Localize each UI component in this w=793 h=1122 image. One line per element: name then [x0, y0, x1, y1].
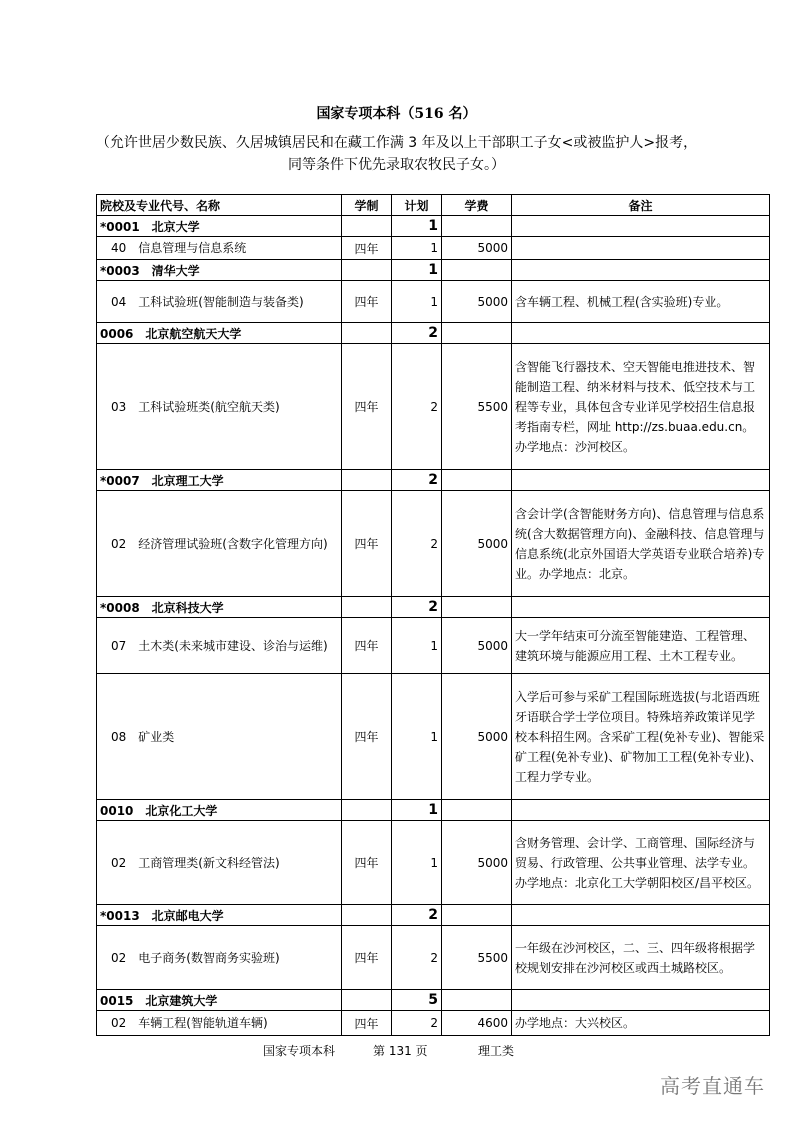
watermark: 高考直通车 — [660, 1074, 765, 1098]
school-row — [97, 470, 770, 491]
header-plan: 计划 — [392, 195, 442, 216]
school-fee-empty — [442, 470, 512, 491]
major-fee: 5000 — [442, 821, 512, 905]
school-plan: 5 — [392, 990, 442, 1011]
major-plan: 1 — [392, 237, 442, 260]
school-plan: 2 — [392, 470, 442, 491]
school-years-empty — [342, 260, 392, 281]
major-years: 四年 — [342, 926, 392, 990]
major-name: 02 车辆工程(智能轨道车辆) — [97, 1011, 342, 1036]
major-fee: 5000 — [442, 237, 512, 260]
enrollment-table — [96, 194, 770, 1036]
school-years-empty — [342, 905, 392, 926]
page-title: 国家专项本科（516 名） — [316, 106, 477, 122]
table-header-row — [97, 195, 770, 216]
school-fee-empty — [442, 260, 512, 281]
school-fee-empty — [442, 323, 512, 344]
school-note-empty — [512, 323, 770, 344]
footer-category: 国家专项本科 — [263, 1044, 336, 1058]
school-name: *0003 清华大学 — [97, 260, 342, 281]
major-name: 03 工科试验班类(航空航天类) — [97, 344, 342, 470]
school-name: *0007 北京理工大学 — [97, 470, 342, 491]
school-row — [97, 216, 770, 237]
header-fee: 学费 — [442, 195, 512, 216]
major-note: 一年级在沙河校区，二、三、四年级将根据学校规划安排在沙河校区或西土城路校区。 — [512, 926, 770, 990]
school-note-empty — [512, 800, 770, 821]
major-note: 办学地点：大兴校区。 — [512, 1011, 770, 1036]
major-years: 四年 — [342, 821, 392, 905]
major-row — [97, 674, 770, 800]
school-note-empty — [512, 990, 770, 1011]
major-fee: 5000 — [442, 491, 512, 597]
major-years: 四年 — [342, 491, 392, 597]
school-years-empty — [342, 216, 392, 237]
major-row — [97, 926, 770, 990]
school-row — [97, 260, 770, 281]
school-row — [97, 800, 770, 821]
table-body — [97, 216, 770, 1036]
footer-subject: 理工类 — [478, 1044, 515, 1058]
major-note: 入学后可参与采矿工程国际班选拔(与北语西班牙语联合学士学位项目。特殊培养政策详见学校本科招生网。含采矿工程(免补专业)、智能采矿工程(免补专业)、矿物加工工程(免补专业)、工程力学专业。 — [512, 674, 770, 800]
major-row — [97, 618, 770, 674]
major-plan: 1 — [392, 281, 442, 323]
subtitle-line-1: （允许世居少数民族、久居城镇居民和在藏工作满 3 年及以上干部职工子女<或被监护人>报考， — [95, 135, 698, 151]
major-plan: 2 — [392, 1011, 442, 1036]
subtitle-line-2: 同等条件下优先录取农牧民子女。） — [288, 157, 505, 173]
major-note: 含智能飞行器技术、空天智能电推进技术、智能制造工程、纳米材料与技术、低空技术与工程等专业，具体包含专业详见学校招生信息报考指南专栏，网址 http://zs.buaa.edu.cn。办学地点：沙河校区。 — [512, 344, 770, 470]
header-name: 院校及专业代号、名称 — [97, 195, 342, 216]
school-fee-empty — [442, 800, 512, 821]
major-plan: 1 — [392, 674, 442, 800]
school-name: *0008 北京科技大学 — [97, 597, 342, 618]
major-name: 08 矿业类 — [97, 674, 342, 800]
footer-page-number: 第 131 页 — [373, 1044, 428, 1058]
major-fee: 5500 — [442, 926, 512, 990]
school-row — [97, 990, 770, 1011]
school-name: 0015 北京建筑大学 — [97, 990, 342, 1011]
major-plan: 1 — [392, 618, 442, 674]
school-name: 0010 北京化工大学 — [97, 800, 342, 821]
major-plan: 1 — [392, 821, 442, 905]
major-row — [97, 821, 770, 905]
school-fee-empty — [442, 905, 512, 926]
school-row — [97, 905, 770, 926]
school-years-empty — [342, 470, 392, 491]
school-note-empty — [512, 216, 770, 237]
major-fee: 4600 — [442, 1011, 512, 1036]
school-years-empty — [342, 323, 392, 344]
major-name: 40 信息管理与信息系统 — [97, 237, 342, 260]
header-years: 学制 — [342, 195, 392, 216]
major-name: 02 电子商务(数智商务实验班) — [97, 926, 342, 990]
school-fee-empty — [442, 216, 512, 237]
major-note: 含会计学(含智能财务方向)、信息管理与信息系统(含大数据管理方向)、金融科技、信息管理与信息系统(北京外国语大学英语专业联合培养)专业。办学地点：北京。 — [512, 491, 770, 597]
major-note: 含财务管理、会计学、工商管理、国际经济与贸易、行政管理、公共事业管理、法学专业。办学地点：北京化工大学朝阳校区/昌平校区。 — [512, 821, 770, 905]
major-plan: 2 — [392, 344, 442, 470]
school-note-empty — [512, 597, 770, 618]
major-name: 02 经济管理试验班(含数字化管理方向) — [97, 491, 342, 597]
major-row — [97, 237, 770, 260]
major-years: 四年 — [342, 618, 392, 674]
header-note: 备注 — [512, 195, 770, 216]
major-row — [97, 281, 770, 323]
school-note-empty — [512, 260, 770, 281]
school-plan: 2 — [392, 597, 442, 618]
major-name: 04 工科试验班(智能制造与装备类) — [97, 281, 342, 323]
major-fee: 5000 — [442, 618, 512, 674]
major-years: 四年 — [342, 344, 392, 470]
school-name: *0001 北京大学 — [97, 216, 342, 237]
major-row — [97, 1011, 770, 1036]
school-note-empty — [512, 905, 770, 926]
major-note — [512, 237, 770, 260]
school-fee-empty — [442, 597, 512, 618]
page-subtitle — [60, 132, 733, 176]
school-note-empty — [512, 470, 770, 491]
school-years-empty — [342, 990, 392, 1011]
school-years-empty — [342, 597, 392, 618]
major-name: 02 工商管理类(新文科经管法) — [97, 821, 342, 905]
major-years: 四年 — [342, 1011, 392, 1036]
major-plan: 2 — [392, 926, 442, 990]
major-note: 含车辆工程、机械工程(含实验班)专业。 — [512, 281, 770, 323]
school-plan: 2 — [392, 323, 442, 344]
major-plan: 2 — [392, 491, 442, 597]
major-fee: 5000 — [442, 674, 512, 800]
school-years-empty — [342, 800, 392, 821]
school-name: 0006 北京航空航天大学 — [97, 323, 342, 344]
school-row — [97, 323, 770, 344]
major-fee: 5500 — [442, 344, 512, 470]
school-fee-empty — [442, 990, 512, 1011]
major-name: 07 土木类(未来城市建设、诊治与运维) — [97, 618, 342, 674]
school-plan: 1 — [392, 800, 442, 821]
major-years: 四年 — [342, 237, 392, 260]
school-row — [97, 597, 770, 618]
school-plan: 2 — [392, 905, 442, 926]
major-row — [97, 344, 770, 470]
major-years: 四年 — [342, 674, 392, 800]
major-fee: 5000 — [442, 281, 512, 323]
major-years: 四年 — [342, 281, 392, 323]
school-name: *0013 北京邮电大学 — [97, 905, 342, 926]
school-plan: 1 — [392, 260, 442, 281]
major-note: 大一学年结束可分流至智能建造、工程管理、建筑环境与能源应用工程、土木工程专业。 — [512, 618, 770, 674]
school-plan: 1 — [392, 216, 442, 237]
major-row — [97, 491, 770, 597]
